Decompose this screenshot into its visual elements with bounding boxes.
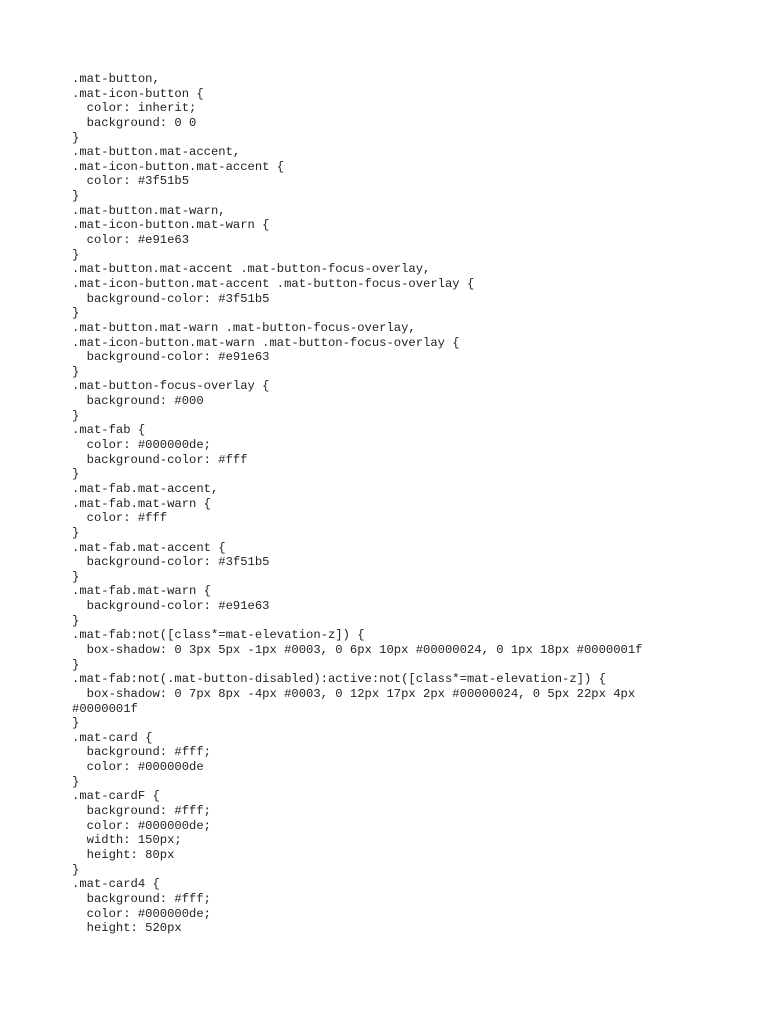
code-line: } — [72, 569, 80, 584]
code-line: .mat-fab { — [72, 423, 146, 438]
code-line: .mat-button, — [72, 72, 160, 86]
code-line: color: #000000de — [72, 760, 204, 775]
code-line: .mat-icon-button { — [72, 86, 204, 101]
code-line: .mat-fab.mat-warn { — [72, 496, 211, 511]
code-line: .mat-button-focus-overlay { — [72, 379, 270, 394]
code-line: .mat-fab.mat-accent, — [72, 481, 219, 496]
code-line: color: #e91e63 — [72, 233, 190, 248]
code-line: color: #000000de; — [72, 438, 211, 453]
code-line: color: #fff — [72, 511, 168, 526]
code-line: box-shadow: 0 3px 5px -1px #0003, 0 6px 10px #00000024, 0 1px 18px #0000001f — [72, 642, 643, 657]
code-line: .mat-fab.mat-warn { — [72, 584, 211, 599]
code-line: color: #000000de; — [72, 906, 211, 921]
css-code-block — [72, 72, 692, 936]
code-line: .mat-button.mat-accent, — [72, 145, 241, 160]
code-line: #0000001f — [72, 701, 138, 716]
code-line: } — [72, 613, 80, 628]
code-line: height: 80px — [72, 847, 175, 862]
code-line: .mat-button.mat-warn .mat-button-focus-overlay, — [72, 320, 416, 335]
code-line: } — [72, 364, 80, 379]
code-line: color: #000000de; — [72, 818, 211, 833]
code-line: background: #fff; — [72, 745, 211, 760]
code-line: } — [72, 189, 80, 204]
code-line: .mat-cardF { — [72, 789, 160, 804]
code-line: } — [72, 774, 80, 789]
code-line: .mat-button.mat-accent .mat-button-focus-overlay, — [72, 262, 431, 277]
code-line: color: inherit; — [72, 101, 197, 116]
code-line: .mat-icon-button.mat-warn .mat-button-focus-overlay { — [72, 335, 460, 350]
code-line: background: 0 0 — [72, 115, 197, 130]
code-line: box-shadow: 0 7px 8px -4px #0003, 0 12px 17px 2px #00000024, 0 5px 22px 4px — [72, 686, 636, 701]
code-line: .mat-fab.mat-accent { — [72, 540, 226, 555]
code-line: color: #3f51b5 — [72, 174, 190, 189]
code-line: background-color: #fff — [72, 452, 248, 467]
code-line: background: #fff; — [72, 891, 211, 906]
code-line: background-color: #3f51b5 — [72, 555, 270, 570]
code-line: } — [72, 247, 80, 262]
code-line: width: 150px; — [72, 833, 182, 848]
code-line: .mat-icon-button.mat-warn { — [72, 218, 270, 233]
code-line: height: 520px — [72, 921, 182, 936]
code-line: } — [72, 862, 80, 877]
code-line: .mat-fab:not(.mat-button-disabled):active:not([class*=mat-elevation-z]) { — [72, 672, 606, 687]
code-line: } — [72, 130, 80, 145]
code-line: .mat-card4 { — [72, 877, 160, 892]
code-line: } — [72, 467, 80, 482]
code-line: .mat-fab:not([class*=mat-elevation-z]) { — [72, 628, 365, 643]
code-line: background-color: #e91e63 — [72, 350, 270, 365]
code-line: } — [72, 408, 80, 423]
code-line: .mat-button.mat-warn, — [72, 203, 226, 218]
code-line: background: #000 — [72, 394, 204, 409]
code-line: background: #fff; — [72, 804, 211, 819]
code-line: .mat-icon-button.mat-accent .mat-button-focus-overlay { — [72, 276, 475, 291]
code-line: } — [72, 657, 80, 672]
code-line: } — [72, 525, 80, 540]
code-line: background-color: #e91e63 — [72, 599, 270, 614]
code-line: } — [72, 306, 80, 321]
code-line: .mat-card { — [72, 730, 153, 745]
code-line: background-color: #3f51b5 — [72, 291, 270, 306]
code-line: .mat-icon-button.mat-accent { — [72, 159, 285, 174]
code-line: } — [72, 716, 80, 731]
